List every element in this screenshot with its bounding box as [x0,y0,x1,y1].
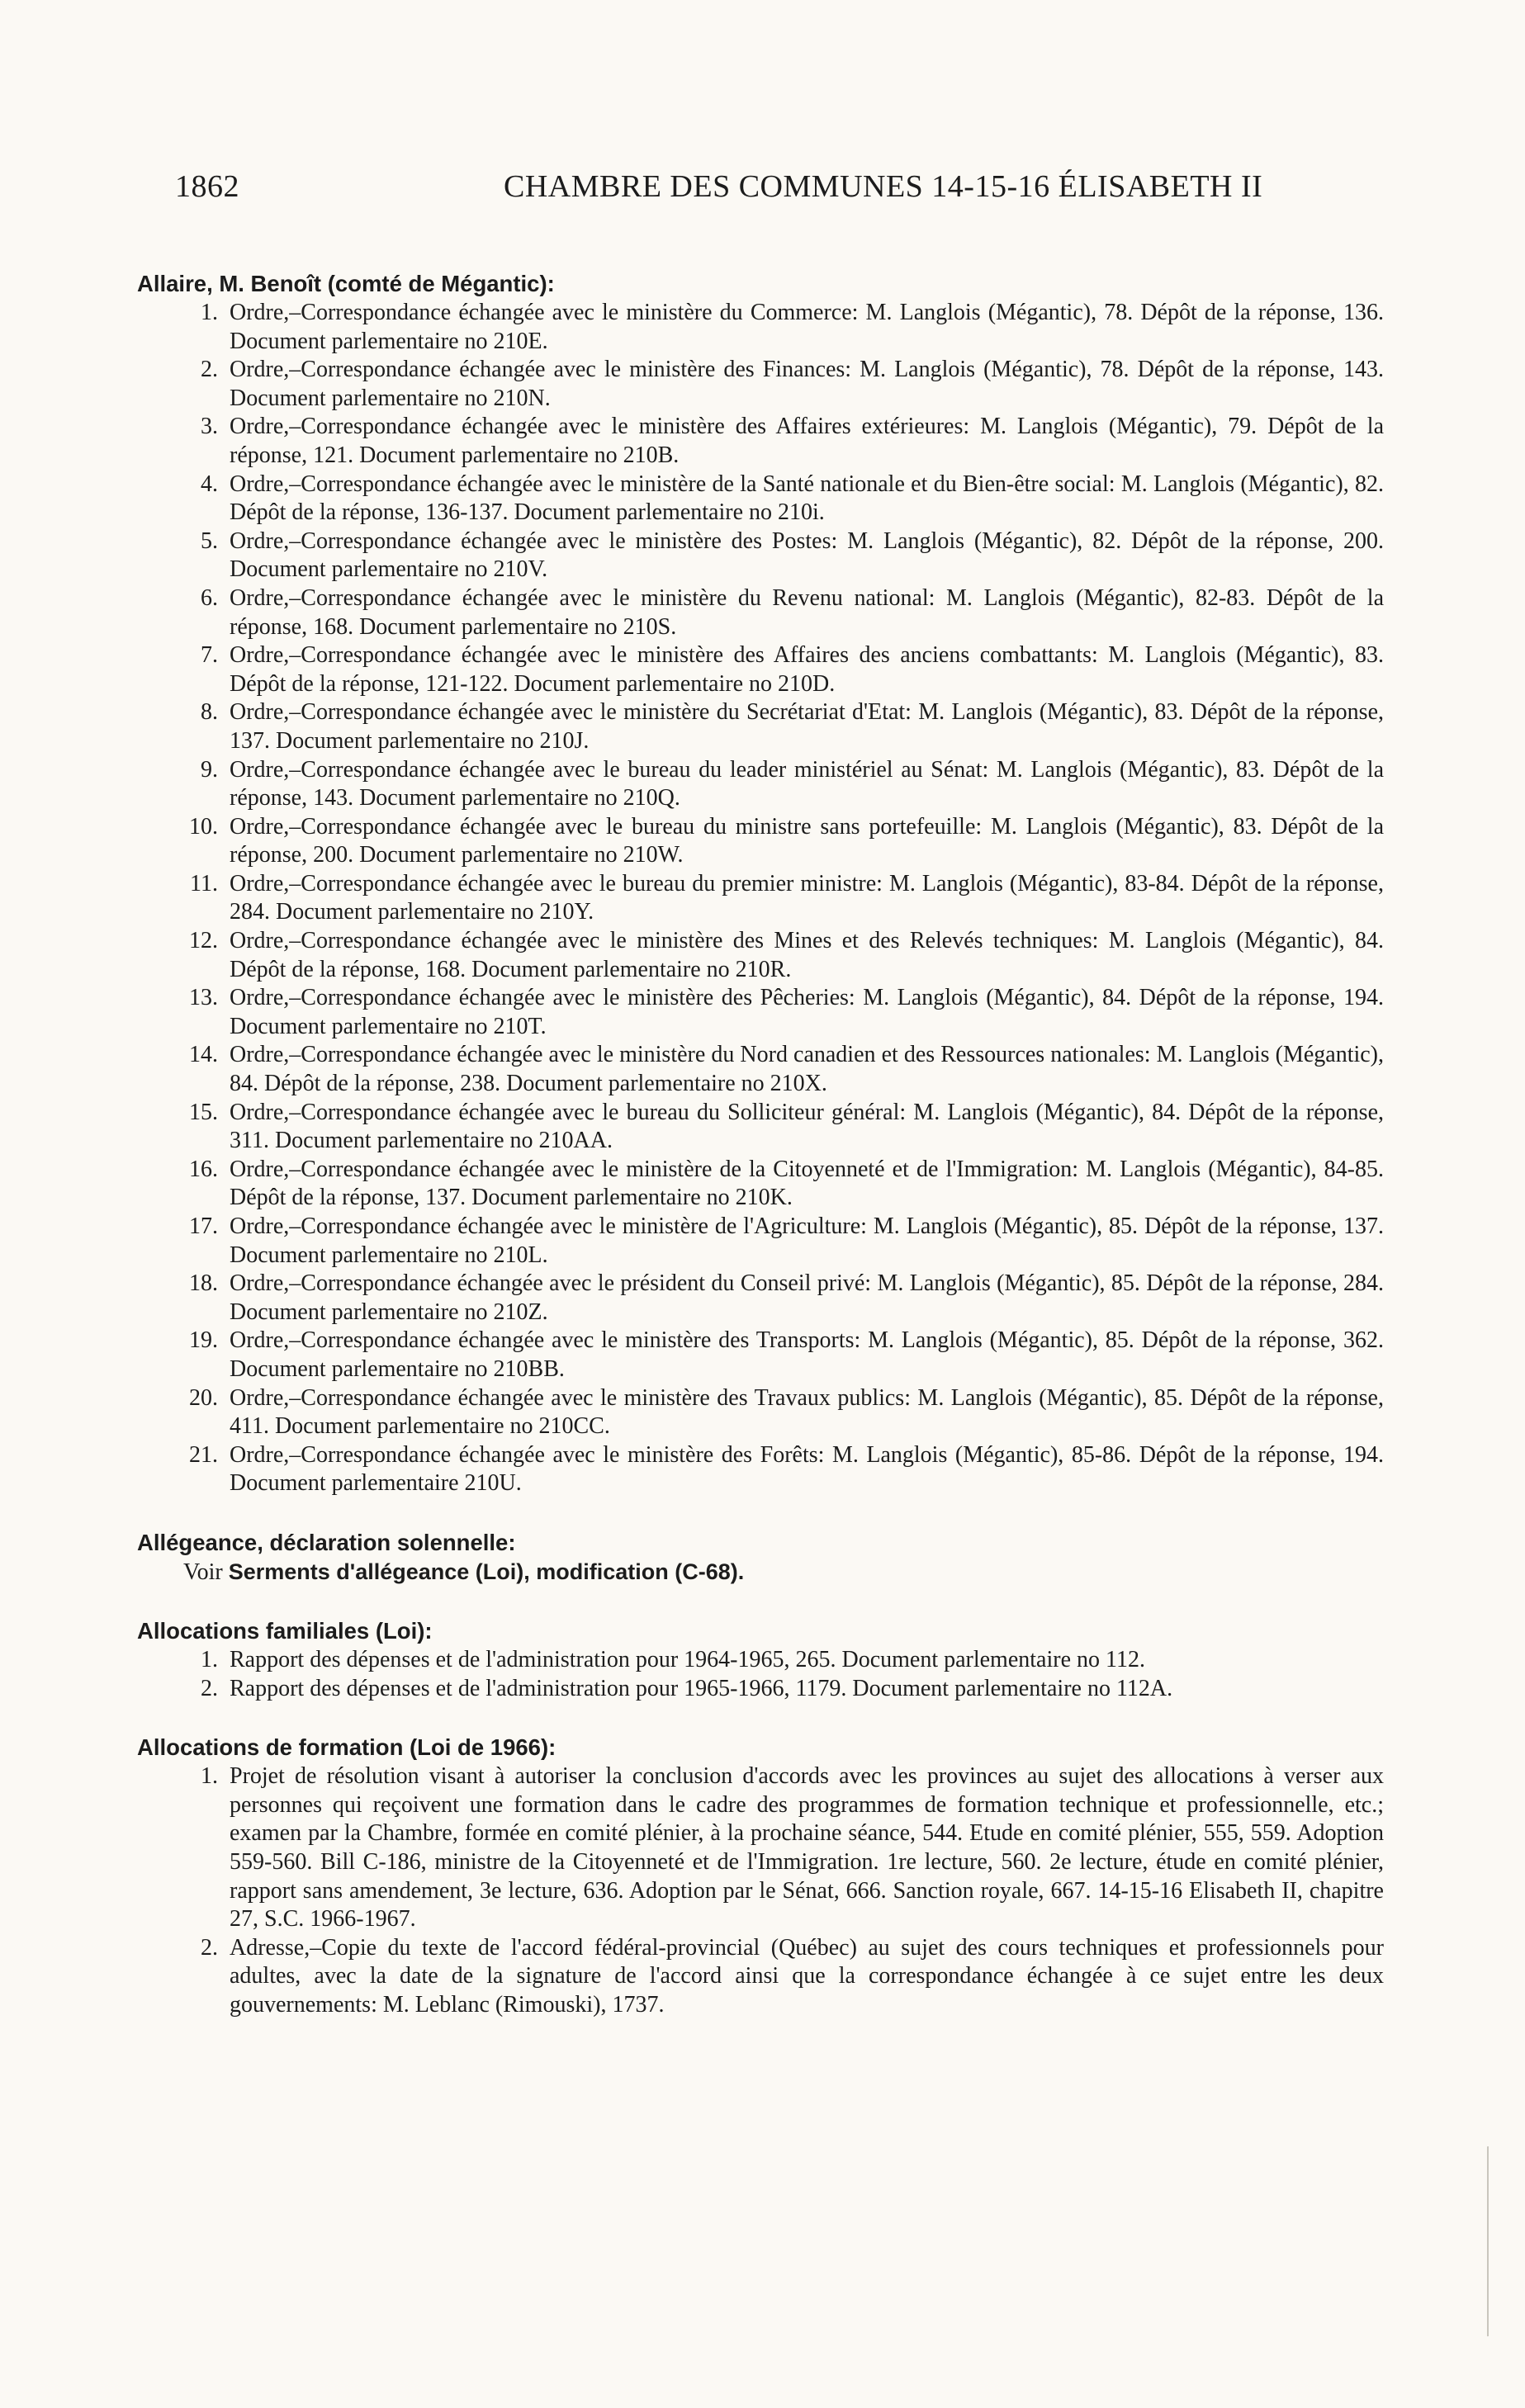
entry-number: 2. [201,1675,218,1701]
entry-text: Ordre,–Correspondance échangée avec le bureau du premier ministre: M. Langlois (Mégantic), 83-84. Dépôt de la réponse, 284. Document parlementaire no 210Y. [230,870,1384,925]
list-item [137,1213,1384,1270]
entry-text: Ordre,–Correspondance échangée avec le ministère des Finances: M. Langlois (Mégantic), 78. Dépôt de la réponse, 143. Document parlementaire no 210N. [230,357,1384,411]
entry-number: 1. [201,300,218,325]
entry-text: Ordre,–Correspondance échangée avec le ministère des Affaires des anciens combattants: M. Langlois (Mégantic), 83. Dépôt de la réponse, 121-122. Document parlementaire no 210D. [230,642,1384,697]
entry-number: 1. [201,1763,218,1790]
entry-number: 6. [201,584,218,611]
entry-text: Ordre,–Correspondance échangée avec le ministère du Revenu national: M. Langlois (Mégantic), 82-83. Dépôt de la réponse, 168. Document parlementaire no 210S. [230,584,1384,640]
entry-number: 17. [189,1213,218,1239]
entry-number: 15. [189,1099,218,1125]
index-section-allegeance [137,1528,1384,1587]
entry-number: 8. [201,699,218,726]
section-heading: Allégeance, déclaration solennelle: [137,1529,516,1555]
list-item [137,527,1384,584]
list-item [137,813,1384,870]
list-item [137,756,1384,813]
entry-text: Ordre,–Correspondance échangée avec le ministère des Mines et des Relevés techniques: M. Langlois (Mégantic), 84. Dépôt de la réponse, 168. Document parlementaire no 210R. [230,928,1384,982]
running-title: CHAMBRE DES COMMUNES 14-15-16 ÉLISABETH II [504,169,1263,204]
entry-text: Ordre,–Correspondance échangée avec le ministère des Transports: M. Langlois (Mégantic), 85. Dépôt de la réponse, 362. Document parlementaire no 210BB. [230,1327,1384,1382]
section-heading: Allocations familiales (Loi): [137,1617,433,1644]
index-section-allocations-familiales [137,1616,1384,1703]
entry-text: Ordre,–Correspondance échangée avec le ministère du Nord canadien et des Ressources nationales: M. Langlois (Mégantic), 84. Dépôt de la réponse, 238. Document parlementaire no 210X. [230,1042,1384,1097]
entry-number: 12. [189,928,218,954]
entry-text: Ordre,–Correspondance échangée avec le ministère du Commerce: M. Langlois (Mégantic), 78. Dépôt de la réponse, 136. Document parlementaire no 210E. [230,300,1384,354]
list-item [137,1762,1384,1934]
entry-text: Ordre,–Correspondance échangée avec le bureau du Solliciteur général: M. Langlois (Mégantic), 84. Dépôt de la réponse, 311. Document parlementaire no 210AA. [230,1099,1384,1154]
entry-text: Ordre,–Correspondance échangée avec le ministère des Travaux publics: M. Langlois (Mégantic), 85. Dépôt de la réponse, 411. Document parlementaire no 210CC. [230,1384,1384,1440]
list-item [137,698,1384,755]
list-item [137,1384,1384,1441]
entry-number: 14. [189,1042,218,1068]
list-item [137,299,1384,356]
entry-text: Ordre,–Correspondance échangée avec le président du Conseil privé: M. Langlois (Mégantic), 85. Dépôt de la réponse, 284. Document parlementaire no 210Z. [230,1270,1384,1325]
list-item [137,584,1384,641]
index-section-allaire [137,269,1384,1498]
index-section-allocations-formation [137,1733,1384,2019]
list-item [137,1041,1384,1098]
entry-text: Ordre,–Correspondance échangée avec le ministère de la Citoyenneté et de l'Immigration: M. Langlois (Mégantic), 84-85. Dépôt de la réponse, 137. Document parlementaire no 210K. [230,1156,1384,1211]
list-item [137,1675,1384,1704]
see-prefix: Voir [183,1559,223,1585]
list-item [137,870,1384,927]
page-edge-mark [1487,2141,1525,2336]
entry-text: Ordre,–Correspondance échangée avec le ministère des Affaires extérieures: M. Langlois (Mégantic), 79. Dépôt de la réponse, 121. Document parlementaire no 210B. [230,414,1384,468]
entry-text: Ordre,–Correspondance échangée avec le ministère du Secrétariat d'Etat: M. Langlois (Mégantic), 83. Dépôt de la réponse, 137. Document parlementaire no 210J. [230,699,1384,754]
entry-text: Projet de résolution visant à autoriser la conclusion d'accords avec les provinces au sujet des allocations à verser aux personnes qui reçoivent une formation dans le cadre des programmes de formation technique et professionnelle, etc.; examen par la Chambre, formée en comité plénier, à la prochaine séance, 544. Etude en comité plénier, 555, 559. Adoption 559-560. Bill C-186, ministre de la Citoyenneté et de l'Immigration. 1re lecture, 560. 2e lecture, étude en comité plénier, rapport sans amendement, 3e lecture, 636. Adoption par le Sénat, 666. Sanction royale, 667. 14-15-16 Elisabeth II, chapitre 27, S.C. 1966-1967. [230,1763,1384,1933]
entry-number: 18. [189,1270,218,1297]
entry-number: 19. [189,1327,218,1354]
section-heading: Allaire, M. Benoît (comté de Mégantic): [137,271,555,296]
list-item [137,1156,1384,1213]
list-item [137,927,1384,984]
entry-number: 13. [189,985,218,1011]
cross-reference [183,1558,1384,1587]
entry-number: 9. [201,756,218,783]
list-item [137,413,1384,470]
entry-number: 16. [189,1156,218,1182]
entry-number: 1. [201,1646,218,1672]
see-reference: Serments d'allégeance (Loi), modification (C-68). [228,1559,745,1584]
entry-list [137,1646,1384,1703]
list-item [137,1327,1384,1384]
entry-text: Ordre,–Correspondance échangée avec le ministère de la Santé nationale et du Bien-être social: M. Langlois (Mégantic), 82. Dépôt de la réponse, 136-137. Document parlementaire no 210i. [230,471,1384,526]
entry-number: 11. [190,870,218,896]
list-item [137,1441,1384,1498]
entry-text: Ordre,–Correspondance échangée avec le bureau du ministre sans portefeuille: M. Langlois (Mégantic), 83. Dépôt de la réponse, 200. Document parlementaire no 210W. [230,813,1384,868]
index-content [137,269,1384,2049]
entry-text: Rapport des dépenses et de l'administration pour 1964-1965, 265. Document parlementaire no 112. [230,1646,1145,1672]
list-item [137,356,1384,413]
list-item [137,641,1384,698]
entry-list [137,299,1384,1498]
entry-text: Ordre,–Correspondance échangée avec le ministère de l'Agriculture: M. Langlois (Mégantic), 85. Dépôt de la réponse, 137. Document parlementaire no 210L. [230,1213,1384,1268]
entry-number: 4. [201,471,218,497]
list-item [137,471,1384,527]
entry-text: Adresse,–Copie du texte de l'accord fédéral-provincial (Québec) au sujet des cours techniques et professionnels pour adultes, avec la date de la signature de l'accord ainsi que la correspondance échangée à ce sujet entre les deux gouvernements: M. Leblanc (Rimouski), 1737. [230,1934,1384,2018]
entry-number: 7. [201,642,218,669]
entry-number: 2. [201,1934,218,1961]
entry-number: 2. [201,357,218,383]
list-item [137,1934,1384,2020]
entry-text: Ordre,–Correspondance échangée avec le ministère des Pêcheries: M. Langlois (Mégantic), 84. Dépôt de la réponse, 194. Document parlementaire no 210T. [230,985,1384,1039]
entry-text: Rapport des dépenses et de l'administration pour 1965-1966, 1179. Document parlementaire no 112A. [230,1675,1173,1701]
section-heading: Allocations de formation (Loi de 1966): [137,1734,556,1761]
entry-number: 20. [189,1384,218,1411]
page-number: 1862 [175,169,239,204]
entry-list [137,1762,1384,2019]
entry-text: Ordre,–Correspondance échangée avec le ministère des Postes: M. Langlois (Mégantic), 82. Dépôt de la réponse, 200. Document parlementaire no 210V. [230,527,1384,583]
entry-number: 21. [189,1441,218,1468]
list-item [137,1099,1384,1156]
list-item [137,1646,1384,1675]
entry-text: Ordre,–Correspondance échangée avec le bureau du leader ministériel au Sénat: M. Langlois (Mégantic), 83. Dépôt de la réponse, 143. Document parlementaire no 210Q. [230,756,1384,811]
list-item [137,1270,1384,1327]
entry-number: 3. [201,414,218,440]
entry-number: 10. [189,813,218,840]
list-item [137,984,1384,1041]
entry-number: 5. [201,527,218,554]
entry-text: Ordre,–Correspondance échangée avec le ministère des Forêts: M. Langlois (Mégantic), 85-86. Dépôt de la réponse, 194. Document parlementaire 210U. [230,1441,1384,1497]
